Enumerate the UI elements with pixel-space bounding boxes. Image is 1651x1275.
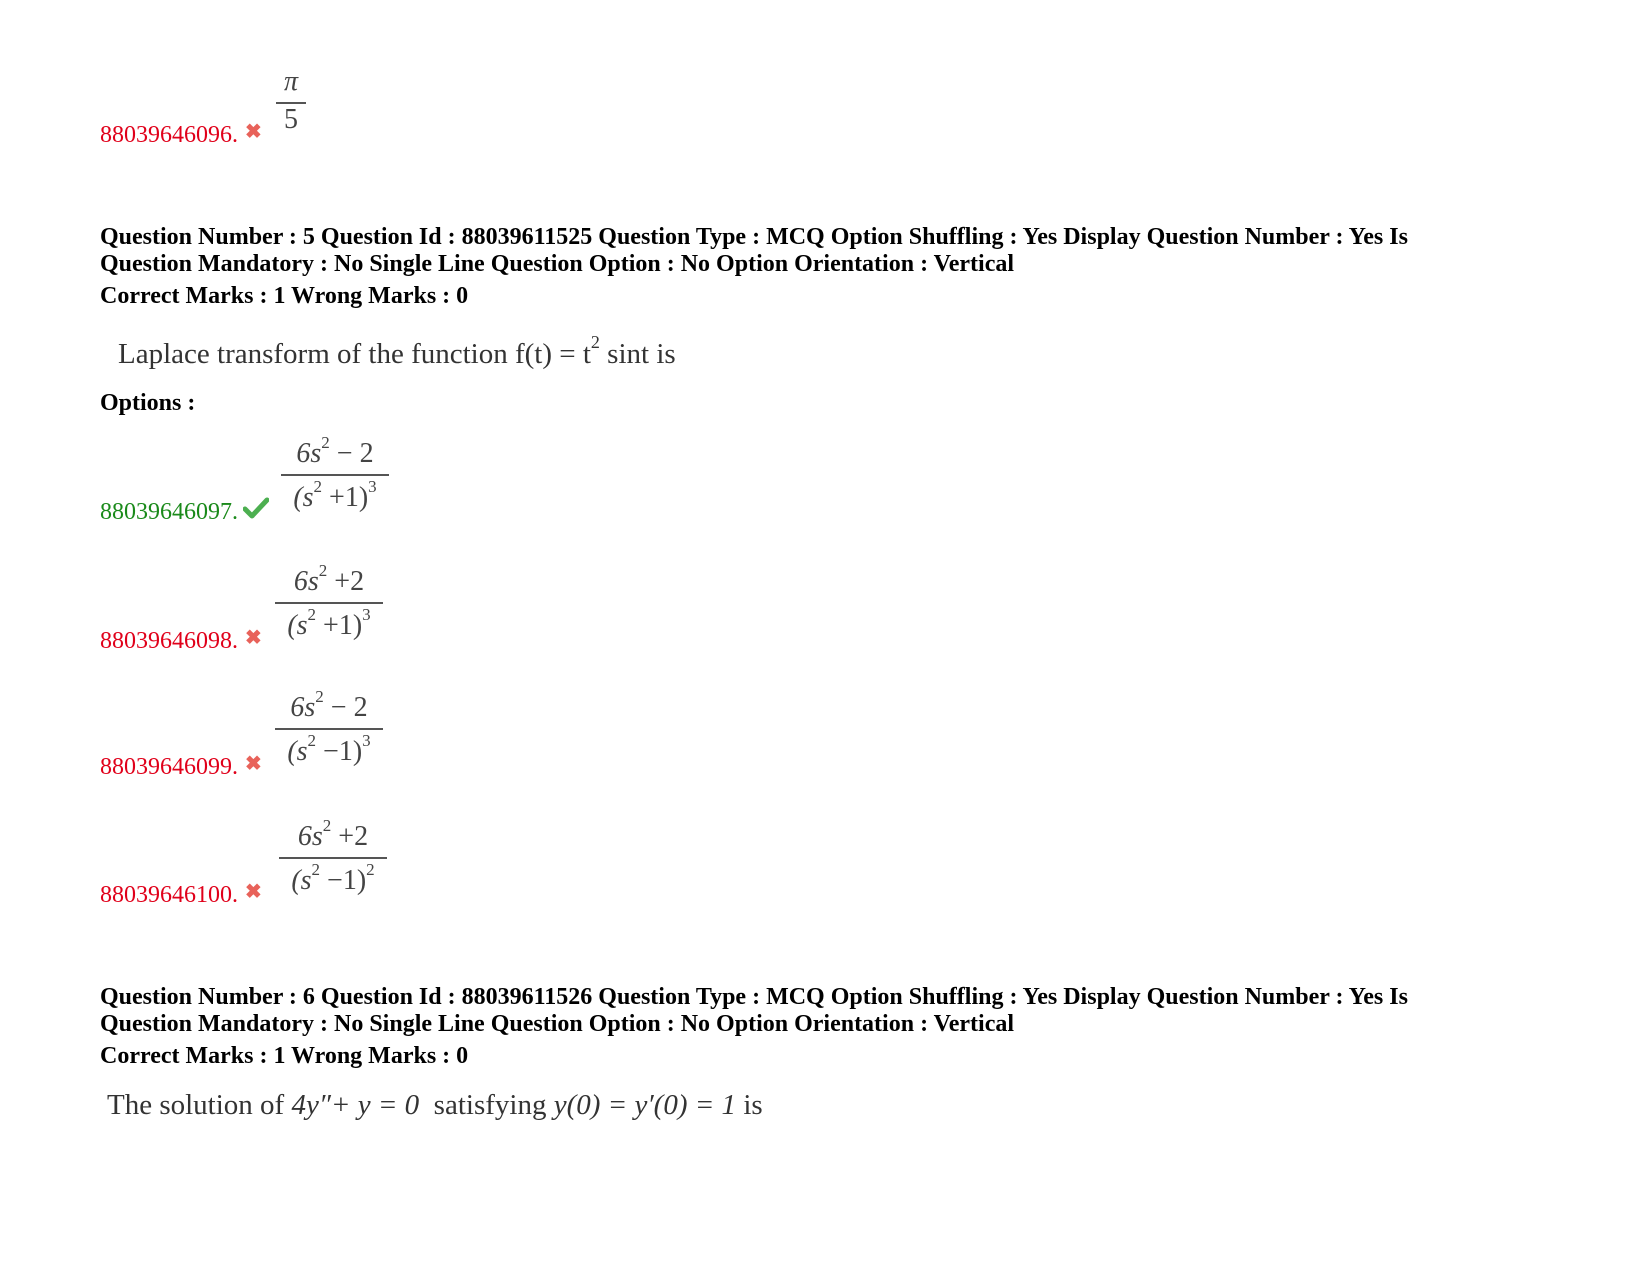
question-text-exponent: 2 [590,332,600,353]
option-fraction [276,64,306,138]
fraction-bar [275,728,383,730]
cross-icon: ✖ [245,121,262,143]
fraction-numerator: π [283,66,299,97]
question-meta-line-2: Question Mandatory : No Single Line Question Option : No Option Orientation : Vertical [100,1011,1015,1037]
fraction-denominator: $(s^2 +1)^3$ [293,476,377,513]
fraction-bar [281,474,389,476]
check-icon [243,497,269,527]
option-fraction [275,560,383,644]
option-fraction [281,432,389,516]
fraction-denominator: $(s^2 +1)^3$ [287,604,371,641]
option-id: 88039646097. [100,499,238,525]
option-id: 88039646096. [100,122,238,148]
question-meta-line-1: Question Number : 5 Question Id : 88039611525 Question Type : MCQ Option Shuffling : Yes Display Question Number : Yes Is [100,224,1408,250]
question-text-suffix: sint is [599,338,676,370]
fraction-denominator: $(s^2 -1)^2$ [291,859,375,896]
option-id: 88039646098. [100,628,238,654]
fraction-numerator: $6s^2 - 2$ [296,432,374,469]
question-text-prefix: Laplace transform of the function f(t) = t [118,338,591,370]
option-id: 88039646100. [100,882,238,908]
fraction-bar [275,602,383,604]
fraction-numerator: $6s^2 - 2$ [290,686,368,723]
cross-icon: ✖ [245,881,262,903]
question-text-part: The solution of [107,1089,292,1121]
question-text-part: satisfying [419,1089,554,1121]
question-marks: Correct Marks : 1 Wrong Marks : 0 [100,1043,469,1069]
question-text [118,332,676,371]
question-meta-line-2: Question Mandatory : No Single Line Question Option : No Option Orientation : Vertical [100,251,1015,277]
fraction-denominator: $(s^2 -1)^3$ [287,730,371,767]
option-fraction [279,815,387,899]
question-equation: 4y″+ y = 0 [291,1089,420,1121]
question-text-part: is [736,1089,763,1121]
question-meta-line-1: Question Number : 6 Question Id : 88039611526 Question Type : MCQ Option Shuffling : Yes Display Question Number : Yes Is [100,984,1408,1010]
question-marks: Correct Marks : 1 Wrong Marks : 0 [100,283,469,309]
fraction-denominator: 5 [284,104,298,135]
option-id: 88039646099. [100,754,238,780]
fraction-numerator: $6s^2 +2$ [293,560,365,597]
fraction-numerator: $6s^2 +2$ [297,815,369,852]
cross-icon: ✖ [245,627,262,649]
option-fraction [275,686,383,770]
question-text [107,1088,763,1122]
question-equation: y(0) = y′(0) = 1 [553,1089,737,1121]
fraction-bar [279,857,387,859]
options-label: Options : [100,390,196,416]
cross-icon: ✖ [245,753,262,775]
